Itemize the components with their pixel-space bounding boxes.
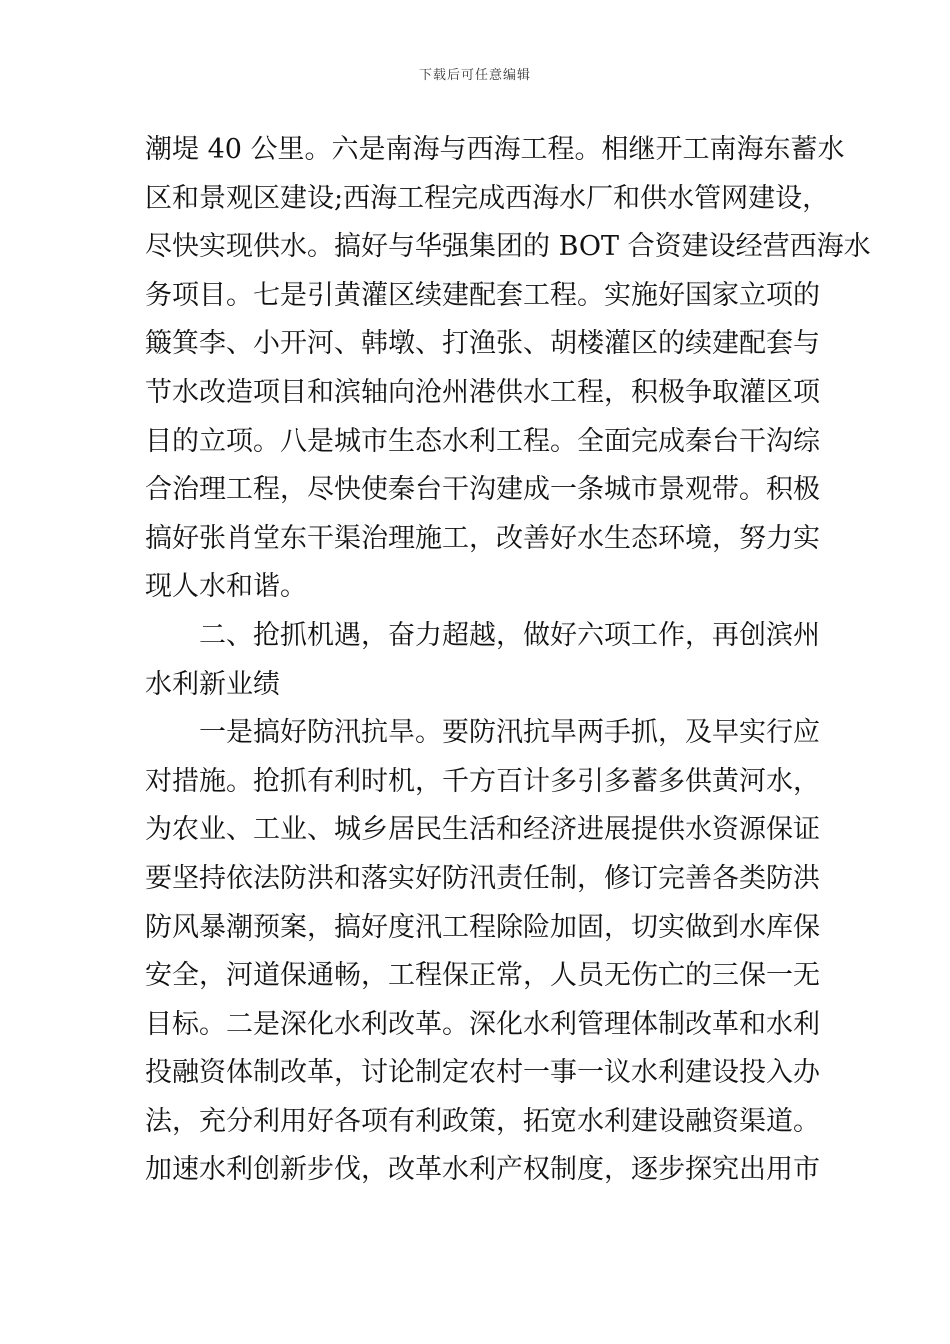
text-line: 对措施。抢抓有利时机，千方百计多引多蓄多供黄河水， bbox=[145, 765, 820, 797]
text-line: 为农业、工业、城乡居民生活和经济进展提供水资源保证 bbox=[145, 814, 820, 846]
text-line: 务项目。七是引黄灌区续建配套工程。实施好国家立项的 bbox=[145, 279, 820, 311]
text-line: 簸箕李、小开河、韩墩、打渔张、胡楼灌区的续建配套与 bbox=[145, 328, 820, 360]
text-line: 目标。二是深化水利改革。深化水利管理体制改革和水利 bbox=[145, 1008, 820, 1040]
text-line: 法，充分利用好各项有利政策，拓宽水利建设融资渠道。 bbox=[145, 1105, 820, 1137]
paragraph-start: 一是搞好防汛抗旱。要防汛抗旱两手抓，及早实行应 bbox=[199, 717, 820, 749]
text-line: 尽快实现供水。搞好与华强集团的 BOT 合资建设经营西海水 bbox=[145, 231, 871, 263]
text-line: 要坚持依法防洪和落实好防汛责任制，修订完善各类防洪 bbox=[145, 862, 820, 894]
section-heading: 二、抢抓机遇，奋力超越，做好六项工作，再创滨州 bbox=[199, 619, 820, 651]
text-line: 加速水利创新步伐，改革水利产权制度，逐步探究出用市 bbox=[145, 1154, 820, 1186]
text-line: 目的立项。八是城市生态水利工程。全面完成秦台干沟综 bbox=[145, 425, 820, 457]
text-line: 安全，河道保通畅，工程保正常，人员无伤亡的三保一无 bbox=[145, 960, 820, 992]
text-line: 防风暴潮预案，搞好度汛工程除险加固，切实做到水库保 bbox=[145, 911, 820, 943]
page-header: 下载后可任意编辑 bbox=[418, 68, 531, 83]
text-line: 投融资体制改革，讨论制定农村一事一议水利建设投入办 bbox=[145, 1057, 820, 1089]
text-line: 现人水和谐。 bbox=[145, 571, 307, 603]
text-line: 区和景观区建设;西海工程完成西海水厂和供水管网建设， bbox=[145, 182, 830, 214]
section-heading-continued: 水利新业绩 bbox=[145, 668, 280, 700]
text-line: 节水改造项目和滨轴向沧州港供水工程，积极争取灌区项 bbox=[145, 376, 820, 408]
body-text bbox=[145, 126, 871, 1195]
text-line: 合治理工程，尽快使秦台干沟建成一条城市景观带。积极 bbox=[145, 474, 820, 506]
text-line: 潮堤 40 公里。六是南海与西海工程。相继开工南海东蓄水 bbox=[145, 134, 845, 165]
text-line: 搞好张肖堂东干渠治理施工，改善好水生态环境，努力实 bbox=[145, 522, 820, 554]
